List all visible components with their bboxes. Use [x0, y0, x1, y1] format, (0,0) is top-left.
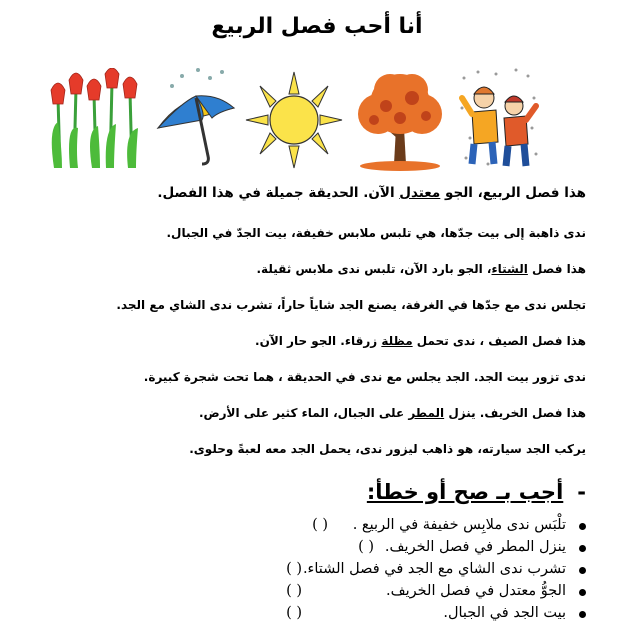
- story-paragraph-5: هذا فصل الصيف ، ندى تحمل مظلة زرقاء. الجو حار الآن.: [255, 334, 586, 348]
- bullet-icon: [579, 611, 586, 618]
- story-paragraph-7: هذا فصل الخريف. ينزل المطر على الجبال، الماء كثير على الأرض.: [198, 406, 586, 420]
- underlined-word: معتدل: [399, 185, 441, 201]
- children-in-snow-icon: [458, 68, 540, 172]
- story-paragraph-2: ندى ذاهبة إلى بيت جدّها، هي تلبس ملابس خفيفة، بيت الجدّ في الجبال.: [166, 226, 586, 240]
- quiz-item: [46, 560, 586, 582]
- page-title: أنا أحب فصل الربيع: [211, 14, 423, 39]
- bullet-icon: [579, 567, 586, 574]
- story-paragraph-3: هذا فصل الشتاء، الجو بارد الآن، تلبس ندى ملابس ثقيلة.: [256, 262, 586, 276]
- tulips-icon: [48, 68, 148, 172]
- illustrations-row: [48, 68, 538, 172]
- heading-dash: -: [577, 480, 586, 504]
- story-paragraph-4: تجلس ندى مع جدّها في الغرفة، يصنع الجد شاياً حاراً، تشرب ندى الشاي مع الجد.: [116, 298, 586, 312]
- quiz-item: [46, 582, 586, 604]
- quiz-statement: ينزل المطر في فصل الخريف.: [384, 539, 566, 555]
- bullet-icon: [579, 523, 586, 530]
- story-paragraph-6: ندى تزور بيت الجد. الجد يجلس مع ندى في الحديقة ، هما تحت شجرة كبيرة.: [143, 370, 586, 384]
- quiz-statement: الجوُّ معتدل في فصل الخريف.: [386, 583, 566, 599]
- answer-blank[interactable]: ( ): [286, 561, 302, 577]
- bullet-icon: [579, 545, 586, 552]
- answer-blank[interactable]: ( ): [286, 583, 302, 599]
- underlined-word: المطر: [408, 406, 445, 420]
- quiz-list: [46, 516, 586, 626]
- quiz-heading: -أجب بـ صح أو خطأ:: [366, 480, 586, 504]
- umbrella-icon: [152, 68, 242, 172]
- quiz-statement: تشرب ندى الشاي مع الجد في فصل الشتاء.: [302, 561, 566, 577]
- quiz-statement: بيت الجد في الجبال.: [443, 605, 566, 621]
- quiz-item: [46, 538, 586, 560]
- answer-blank[interactable]: ( ): [286, 605, 302, 621]
- autumn-tree-icon: [350, 68, 450, 172]
- underlined-word: مظلة: [381, 334, 413, 348]
- bullet-icon: [579, 589, 586, 596]
- story-paragraph-1: هذا فصل الربيع، الجو معتدل الآن. الحديقة جميلة في هذا الفصل.: [157, 185, 586, 201]
- answer-blank[interactable]: ( ): [358, 539, 374, 555]
- quiz-item: [46, 516, 586, 538]
- answer-blank[interactable]: ( ): [312, 517, 328, 533]
- quiz-statement: تلْبَس ندى ملابِس خفيفة في الربيع .: [352, 517, 566, 533]
- sun-icon: [244, 68, 344, 172]
- story-paragraph-8: يركب الجد سيارته، هو ذاهب ليزور ندى، يحمل الجد معه لعبةً وحلوى.: [189, 442, 586, 456]
- underlined-word: الشتاء: [491, 262, 528, 276]
- quiz-item: [46, 604, 586, 626]
